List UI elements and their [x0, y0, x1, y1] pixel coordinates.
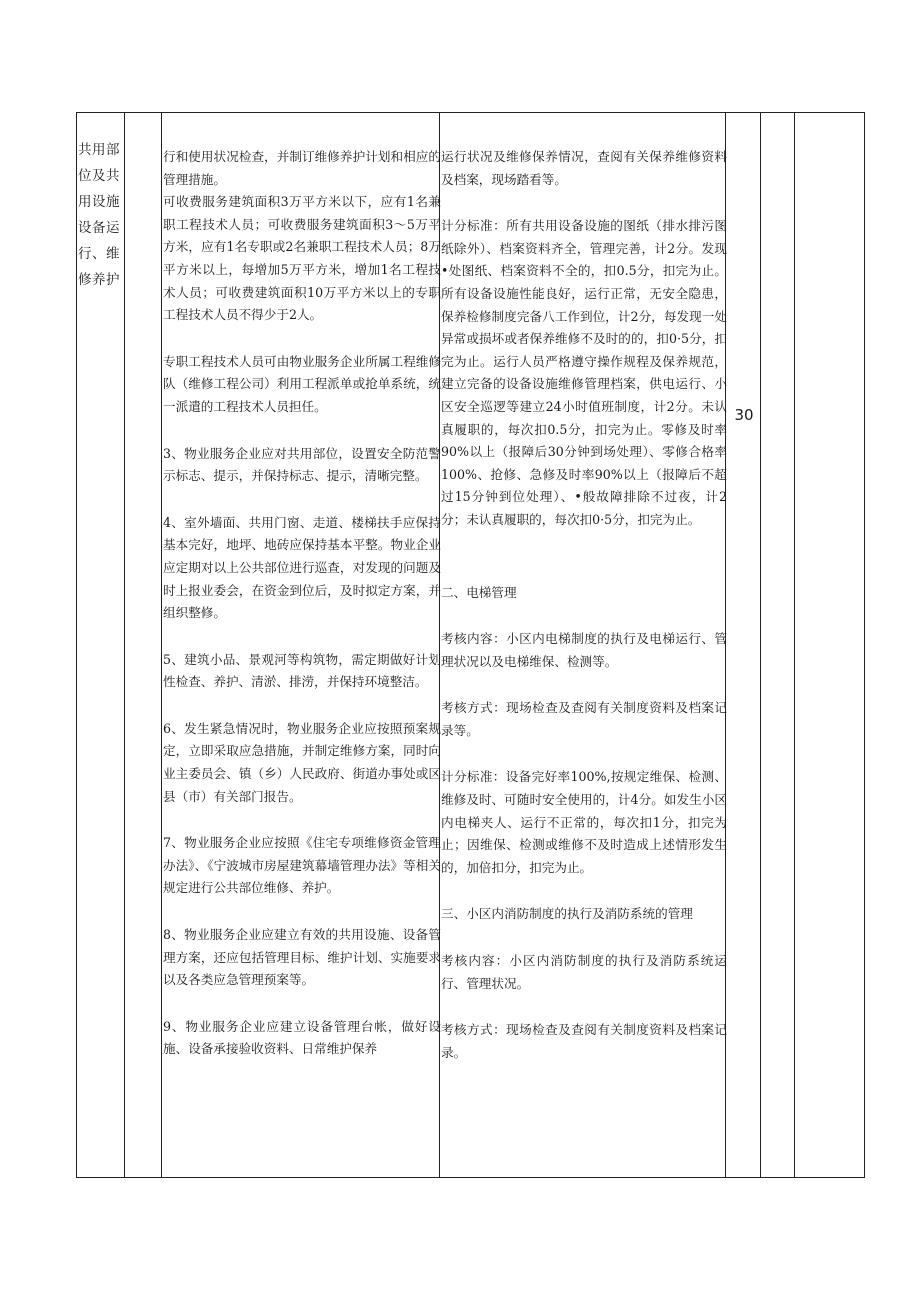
standard-paragraph: 计分标准：设备完好率100%,按规定维保、检测、维修及时、可随时安全使用的，计4分。如发生小区内电梯夹人、运行不正常的，每次扣1分，扣完为止；因维保、检测或维修不及时造成上述情形发生的，加倍扣分，扣完为止。 — [441, 769, 727, 875]
requirement-paragraph: 7、物业服务企业应按照《住宅专项维修资金管理办法》、《宁波城市房屋建筑幕墙管理办法》等相关规定进行公共部位维修、养护。 — [163, 835, 441, 896]
standard-paragraph: 计分标准：所有共用设备设施的图纸（排水排污图纸除外）、档案资料齐全，管理完善，计2分。发现•处图纸、档案资料不全的，扣0.5分，扣完为止。所有设备设施性能良好，运行正常，无安全隐患，保养检修制度完备八工作到位，计2分，每发现一处异常或损坏或者保养维修不及时的的，扣0·5分，扣完为止。运行人员严格遵守操作规程及保养规范，建立完备的设备设施维修管理档案，供电运行、小区安全巡逻等建立24小时值班制度，计2分。未认真履职的，每次扣0.5分，扣完为止。零修及时率90%以上（报障后30分钟到场处理）、零修合格率100%、抢修、急修及时率90%以上（报障后不超过15分钟到位处理）、•般故障排除不过夜，计2分；未认真履职的，每次扣0·5分，扣完为止。 — [441, 218, 727, 527]
standard-section-heading: 二、电梯管理 — [441, 584, 517, 600]
standard-section-heading: 三、小区内消防制度的执行及消防系统的管理 — [441, 906, 693, 922]
requirement-paragraph: 9、物业服务企业应建立设备管理台帐，做好设施、设备承接验收资料、日常维护保养 — [163, 1018, 441, 1057]
standards-cell — [441, 146, 727, 1088]
requirement-paragraph: 5、建筑小品、景观河等构筑物，需定期做好计划性检查、养护、清淤、排涝，并保持环境整洁。 — [163, 651, 441, 690]
category-cell: 共用部位及共用设施设备运行、维修养护 — [78, 142, 120, 288]
column-divider — [124, 113, 125, 1177]
column-divider — [161, 113, 162, 1177]
column-divider — [794, 113, 795, 1177]
standard-paragraph: 考核方式：现场检查及查阅有关制度资料及档案记录等。 — [441, 700, 727, 738]
requirements-cell — [163, 146, 441, 1085]
requirement-paragraph: 3、物业服务企业应对共用部位，设置安全防范警示标志、提示，并保持标志、提示，清晰完整。 — [163, 445, 441, 484]
assessment-table — [76, 112, 865, 1178]
standard-paragraph: 考核内容：小区内电梯制度的执行及电梯运行、管理状况以及电梯维保、检测等。 — [441, 631, 727, 669]
requirement-paragraph: 4、室外墙面、共用门窗、走道、楼梯扶手应保持基本完好，地坪、地砖应保持基本平整。物业企业应定期对以上公共部位进行巡查，对发现的问题及时上报业委会，在资金到位后，及时拟定方案，并组织整修。 — [163, 514, 441, 621]
score-cell: 30 — [734, 406, 754, 424]
requirement-paragraph: 专职工程技术人员可由物业服务企业所属工程维修队（维修工程公司）利用工程派单或抢单系统，统一派遣的工程技术人员担任。 — [163, 353, 441, 414]
requirement-paragraph: 8、物业服务企业应建立有效的共用设施、设备管理方案，还应包括管理目标、维护计划、实施要求以及各类应急管理预案等。 — [163, 927, 441, 988]
standard-paragraph: 运行状况及维修保养情况，查阅有关保养维修资料及档案，现场踏看等。 — [441, 149, 727, 187]
requirement-paragraph: 6、发生紧急情况时，物业服务企业应按照预案规定，立即采取应急措施，并制定维修方案，同时向业主委员会、镇（乡）人民政府、街道办事处或区县（市）有关部门报告。 — [163, 720, 441, 804]
standard-paragraph: 考核方式：现场检查及查阅有关制度资料及档案记录。 — [441, 1022, 727, 1060]
standard-paragraph: 考核内容：小区内消防制度的执行及消防系统运行、管理状况。 — [441, 953, 727, 991]
column-divider — [760, 113, 761, 1177]
requirement-paragraph: 行和使用状况检查，并制订维修养护计划和相应的管理措施。 可收费服务建筑面积3万平方米以下，应有1名兼职工程技术人员；可收费服务建筑面积3～5万平方米，应有1名专职或2名兼职工程技术人员；8万平方米以上，每增加5万平方米，增加1名工程技术人员；可收费建筑面积10万平方米以上的专职工程技术人员不得少于2人。 — [163, 149, 441, 323]
